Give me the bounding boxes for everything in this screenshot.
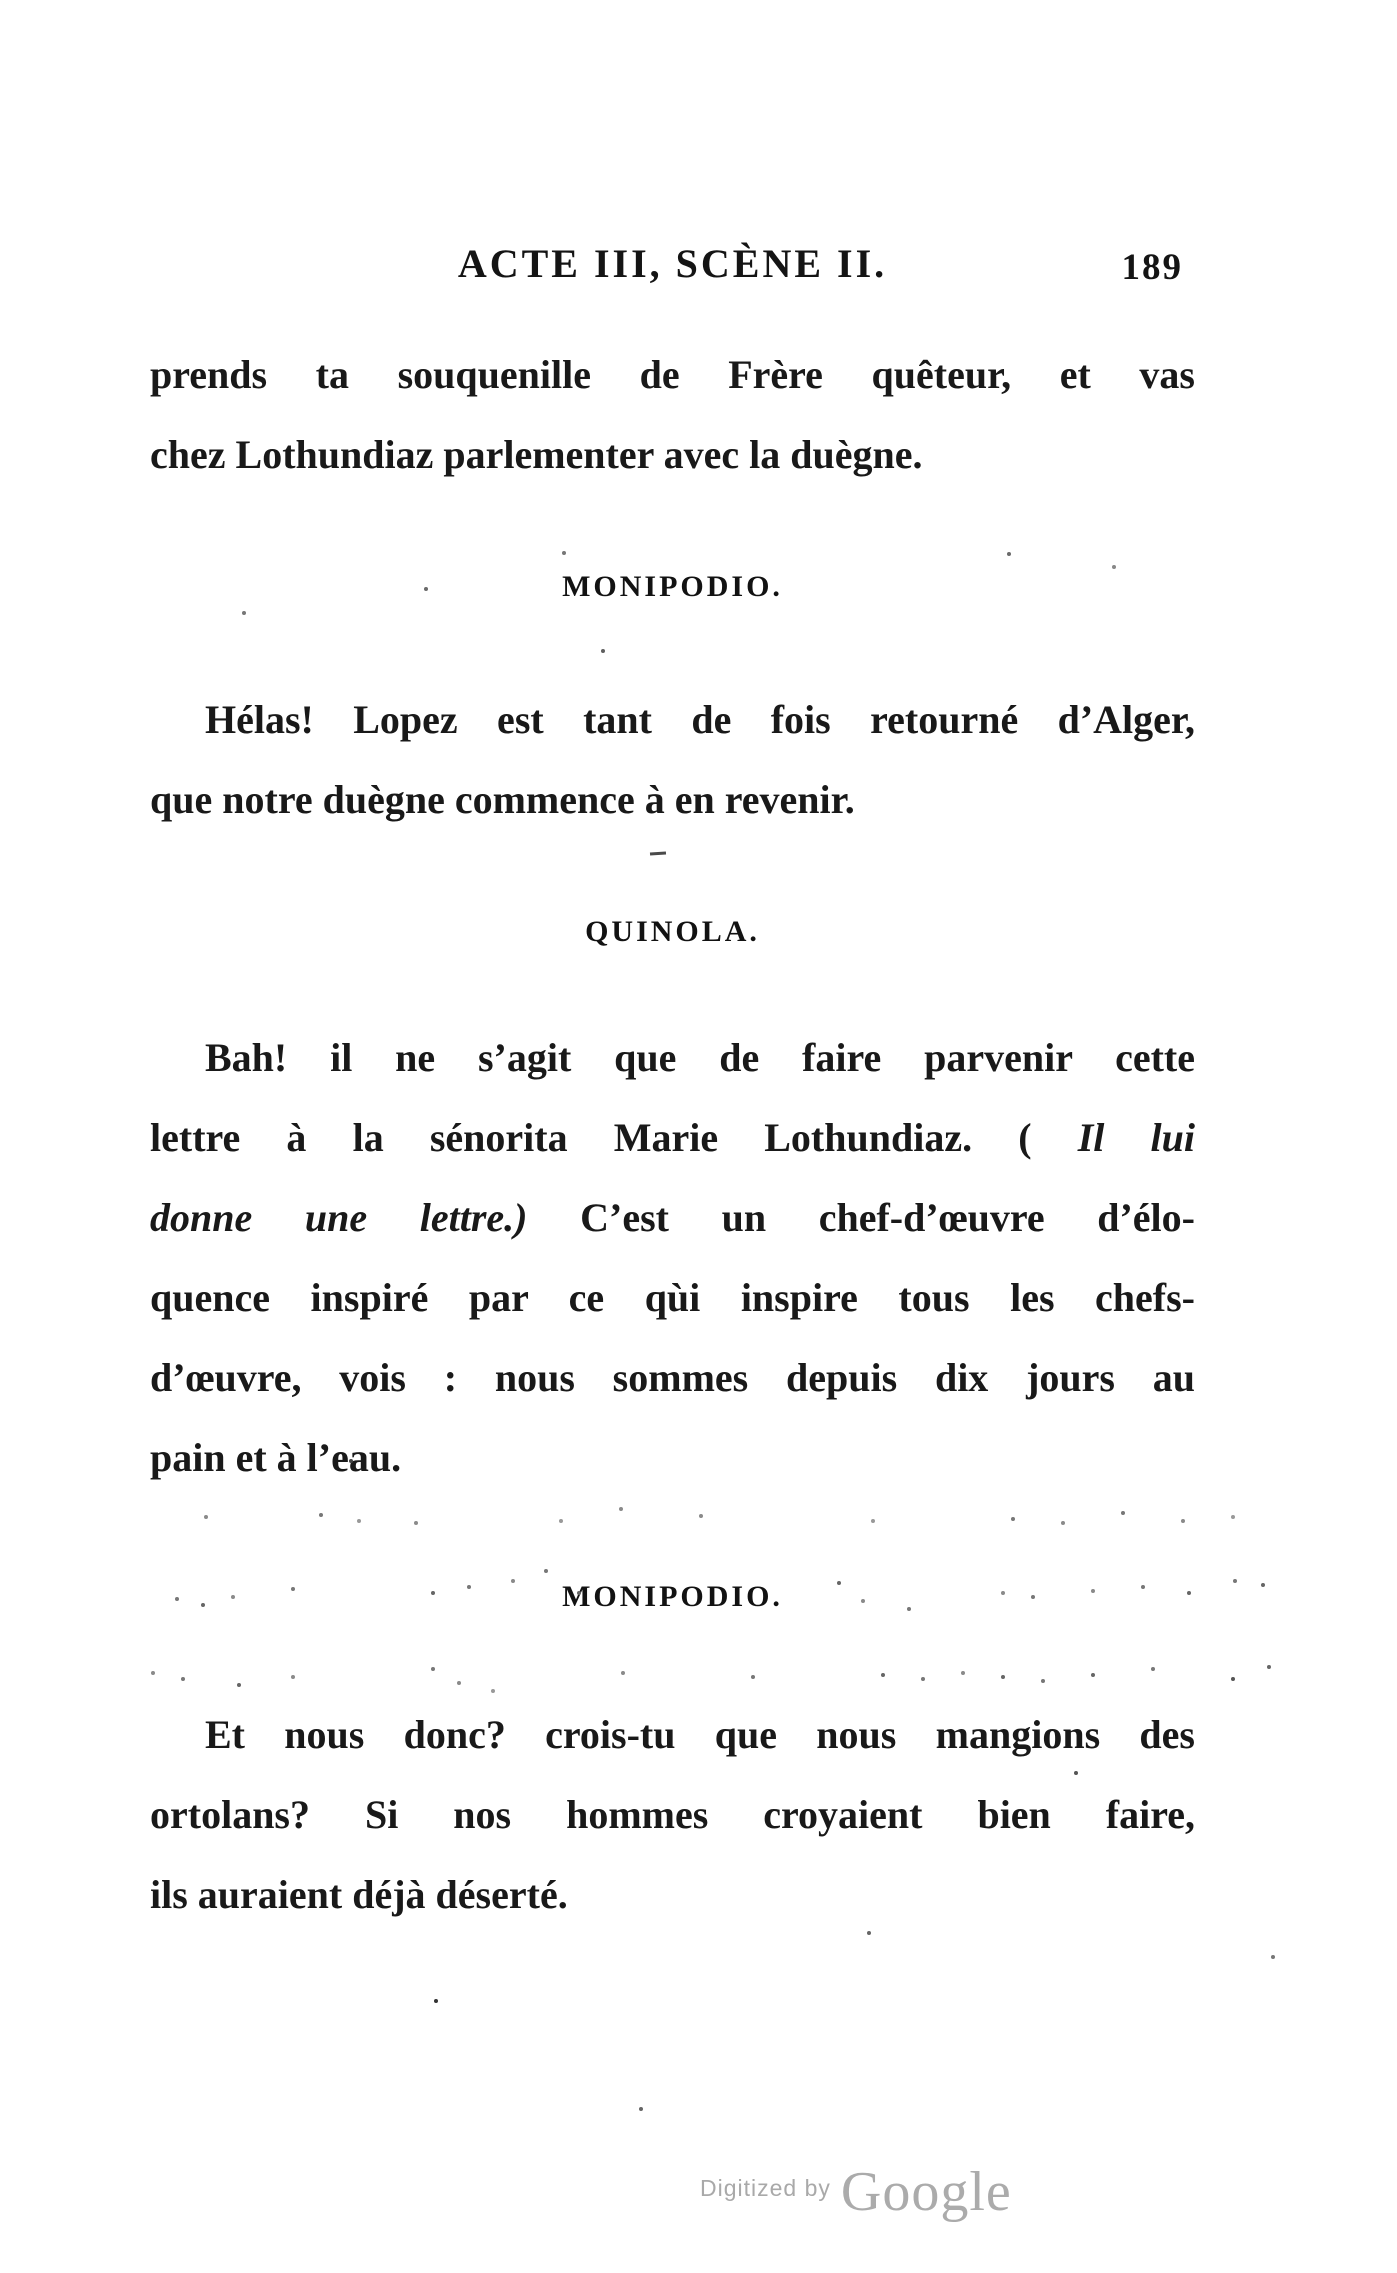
text-line: Hélas! Lopez est tant de fois retourné d’Alger,: [205, 697, 1195, 742]
page-number: 189: [1121, 247, 1183, 288]
scan-artifact-dash: [650, 851, 666, 855]
text-segment: lettre à la sénorita Marie Lothundiaz. (: [150, 1115, 1078, 1160]
stage-direction-italic: donne une lettre.): [150, 1195, 528, 1240]
text-line: [150, 1178, 1195, 1258]
stage-direction-italic: Il lui: [1077, 1115, 1195, 1160]
text-line: ortolans? Si nos hommes croyaient bien faire,: [150, 1792, 1195, 1837]
character-heading-monipodio: MONIPODIO.: [562, 570, 783, 603]
text-line: chez Lothundiaz parlementer avec la duègne.: [150, 432, 923, 477]
speech-paragraph-monipodio: [150, 680, 1195, 840]
text-line: Bah! il ne s’agit que de faire parvenir cette: [205, 1035, 1195, 1080]
text-line: Et nous donc? crois-tu que nous mangions des: [205, 1712, 1195, 1757]
speech-paragraph-continuation: [150, 335, 1195, 495]
text-line: [150, 1098, 1195, 1178]
speech-paragraph-quinola: [150, 1018, 1195, 1498]
google-logo: Google: [840, 2161, 1012, 2223]
text-line: pain et à l’eau.: [150, 1435, 402, 1480]
text-line: prends ta souquenille de Frère quêteur, et vas: [150, 352, 1195, 397]
speech-paragraph-monipodio-2: [150, 1695, 1195, 1935]
scan-noise-speckles: [0, 0, 2, 2]
text-segment: C’est un chef-d’œuvre d’élo-: [527, 1195, 1195, 1240]
running-header: [150, 240, 1195, 300]
text-line: quence inspiré par ce qùi inspire tous les chefs-: [150, 1275, 1195, 1320]
google-books-watermark: [700, 2160, 1020, 2240]
text-line: ils auraient déjà déserté.: [150, 1872, 568, 1917]
running-header-title: ACTE III, SCÈNE II.: [457, 241, 888, 286]
digitized-by-label: Digitized by: [700, 2175, 831, 2201]
text-line: que notre duègne commence à en revenir.: [150, 777, 855, 822]
text-line: d’œuvre, vois : nous sommes depuis dix jours au: [150, 1355, 1195, 1400]
character-heading-monipodio-2: MONIPODIO.: [562, 1580, 783, 1613]
character-heading-quinola: QUINOLA.: [585, 915, 760, 948]
